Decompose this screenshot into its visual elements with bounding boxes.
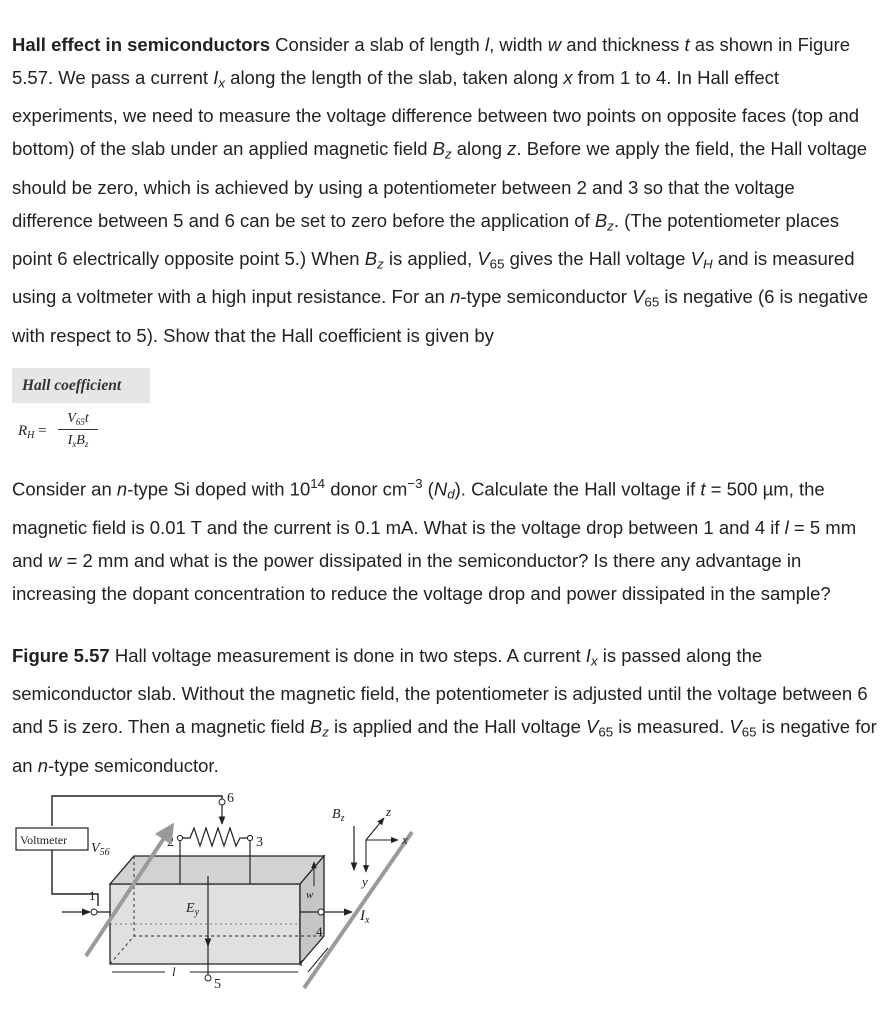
coordinate-axes	[366, 818, 398, 872]
voltmeter-label: Voltmeter	[20, 833, 68, 847]
point-5: 5	[214, 977, 221, 992]
figure-caption: Figure 5.57 Hall voltage measurement is done in two steps. A current $I_x$ is passed along the semiconductor slab. Without the magnetic field, the potentiometer is adjusted until the voltage between 6 and 5 is zero. Then a magnetic field $B_z$ is applied and the Hall voltage $V_{65}$ is measured. $V_{65}$ is negative for an n-type semiconductor.	[12, 645, 877, 776]
ix-label: $I_x$	[360, 908, 370, 926]
problem-paragraph: Hall effect in semiconductors Consider a slab of length l, width w and thickness t as shown in Figure 5.57. We pass a current $I_x$ along the length of the slab, taken along x from 1 to 4. In Hall effect experiments, we need to measure the voltage difference between two points on opposite faces (top and bottom) of the slab under an applied magnetic field $B_z$ along z. Before we apply the field, the Hall voltage should be zero, which is achieved by using a potentiometer between 2 and 3 so that the voltage difference between 5 and 6 can be set to zero before the application of $B_z$. (The potentiometer places point 6 electrically opposite point 5.) When $B_z$ is applied, $V_{65}$ gives the Hall voltage $V_H$ and is measured using a voltmeter with a high input resistance. For an n-type semiconductor $V_{65}$ is negative (6 is negative with respect to 5). Show that the Hall coefficient is given by	[12, 34, 868, 346]
bz-label: $B_z$	[332, 807, 345, 824]
question-paragraph: Consider an n-type Si doped with $10^{14}$ donor $cm^{-3}$ $(N_d)$. Calculate the Hall voltage if t = 500 µm, the magnetic field is 0.01 T and the current is 0.1 mA. What is the voltage drop between 1 and 4 if l = 5 mm and w = 2 mm and what is the power dissipated in the semiconductor? Is there any advantage in increasing the dopant concentration to reduce the voltage drop and power dissipated in the sample?	[12, 476, 857, 604]
problem-title: Hall effect in semiconductors	[12, 34, 271, 55]
point-3: 3	[256, 835, 263, 850]
point-4: 4	[316, 924, 323, 939]
ey-label: $E_y$	[186, 901, 200, 918]
w-label: w	[306, 889, 314, 901]
hall-coefficient-tag: Hall coefficient	[12, 368, 150, 403]
hall-measurement-figure	[0, 776, 430, 996]
l-label: l	[172, 964, 176, 979]
axis-z-label: z	[386, 804, 392, 819]
point-6: 6	[227, 791, 234, 806]
hall-coefficient-formula: $R_H$ = $V_{65}t$ $I_xB_z$	[18, 408, 148, 458]
point-2: 2	[167, 835, 174, 850]
axis-y-label: y	[362, 874, 368, 889]
point-1: 1	[89, 888, 96, 903]
axis-x-label: x	[402, 832, 408, 847]
v56-label: $V_{56}$	[91, 841, 110, 858]
t-label: t	[300, 957, 304, 969]
